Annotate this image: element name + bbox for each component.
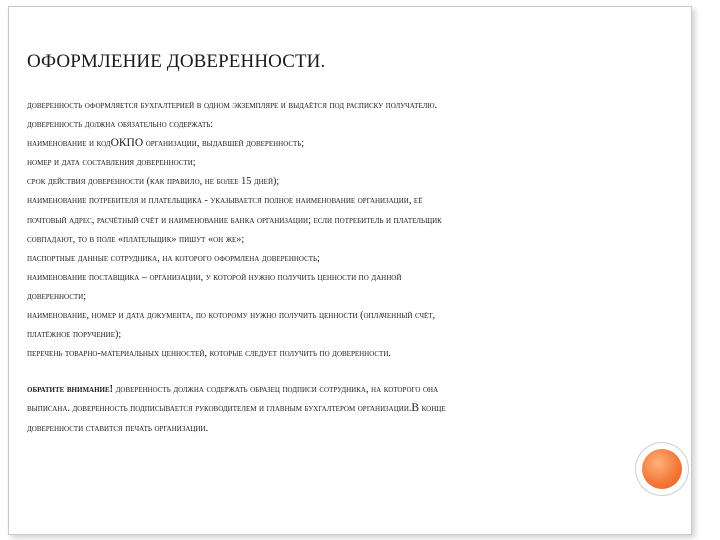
- slide-body: [27, 96, 667, 438]
- note-cap: В: [411, 402, 420, 415]
- body-line: срок действия доверенности (как правило, не более 15 дней);: [27, 176, 280, 188]
- note-line: [27, 399, 667, 418]
- body-line: [27, 134, 667, 153]
- note-line: доверенности ставится печать организации.: [27, 422, 209, 434]
- note-line: [27, 380, 667, 399]
- note-text: выписана. доверенность подписывается руководителем и главным бухгалтером организации.: [27, 403, 412, 415]
- paragraph-gap: [27, 363, 667, 380]
- slide-title: ОФОРМЛЕНИЕ ДОВЕРЕННОСТИ.: [27, 51, 326, 72]
- note-label: обратите внимание!: [27, 384, 114, 396]
- body-line: платёжное поручение);: [27, 329, 122, 341]
- body-line: наименование, номер и дата документа, по которому нужно получить ценности (оплаченный счёт,: [27, 310, 436, 322]
- body-line-part: организации, выдавшей доверенность;: [143, 138, 305, 150]
- note-text: доверенность должна содержать образец подписи сотрудника, на которого она: [113, 384, 439, 396]
- orange-circle-icon: [642, 449, 682, 489]
- body-line: номер и дата составления доверенности;: [27, 157, 196, 169]
- body-line: наименование поставщика – организации, у которой нужно получить ценности по данной: [27, 271, 402, 283]
- body-line: совпадают, то в поле «плательщик» пишут «он же»;: [27, 233, 245, 245]
- body-line: перечень товарно-материальных ценностей, которые следует получить по доверенности.: [27, 348, 391, 360]
- body-line: доверенности;: [27, 290, 87, 302]
- body-line: почтовый адрес, расчётный счёт и наименование банка организации; если потребитель и плательщик: [27, 214, 442, 226]
- body-line: доверенность оформляется бухгалтерией в одном экземпляре и выдаётся под расписку получателю.: [27, 100, 438, 111]
- note-text: конце: [419, 403, 446, 415]
- body-line: доверенность должна обязательно содержать:: [27, 119, 214, 131]
- body-line: паспортные данные сотрудника, на которого оформлена доверенность;: [27, 252, 320, 264]
- body-line-part: наименование и код: [27, 138, 111, 150]
- okpo-abbr: ОКПО: [110, 137, 144, 150]
- body-line: наименование потребителя и плательщика - указывается полное наименование организации, её: [27, 195, 423, 207]
